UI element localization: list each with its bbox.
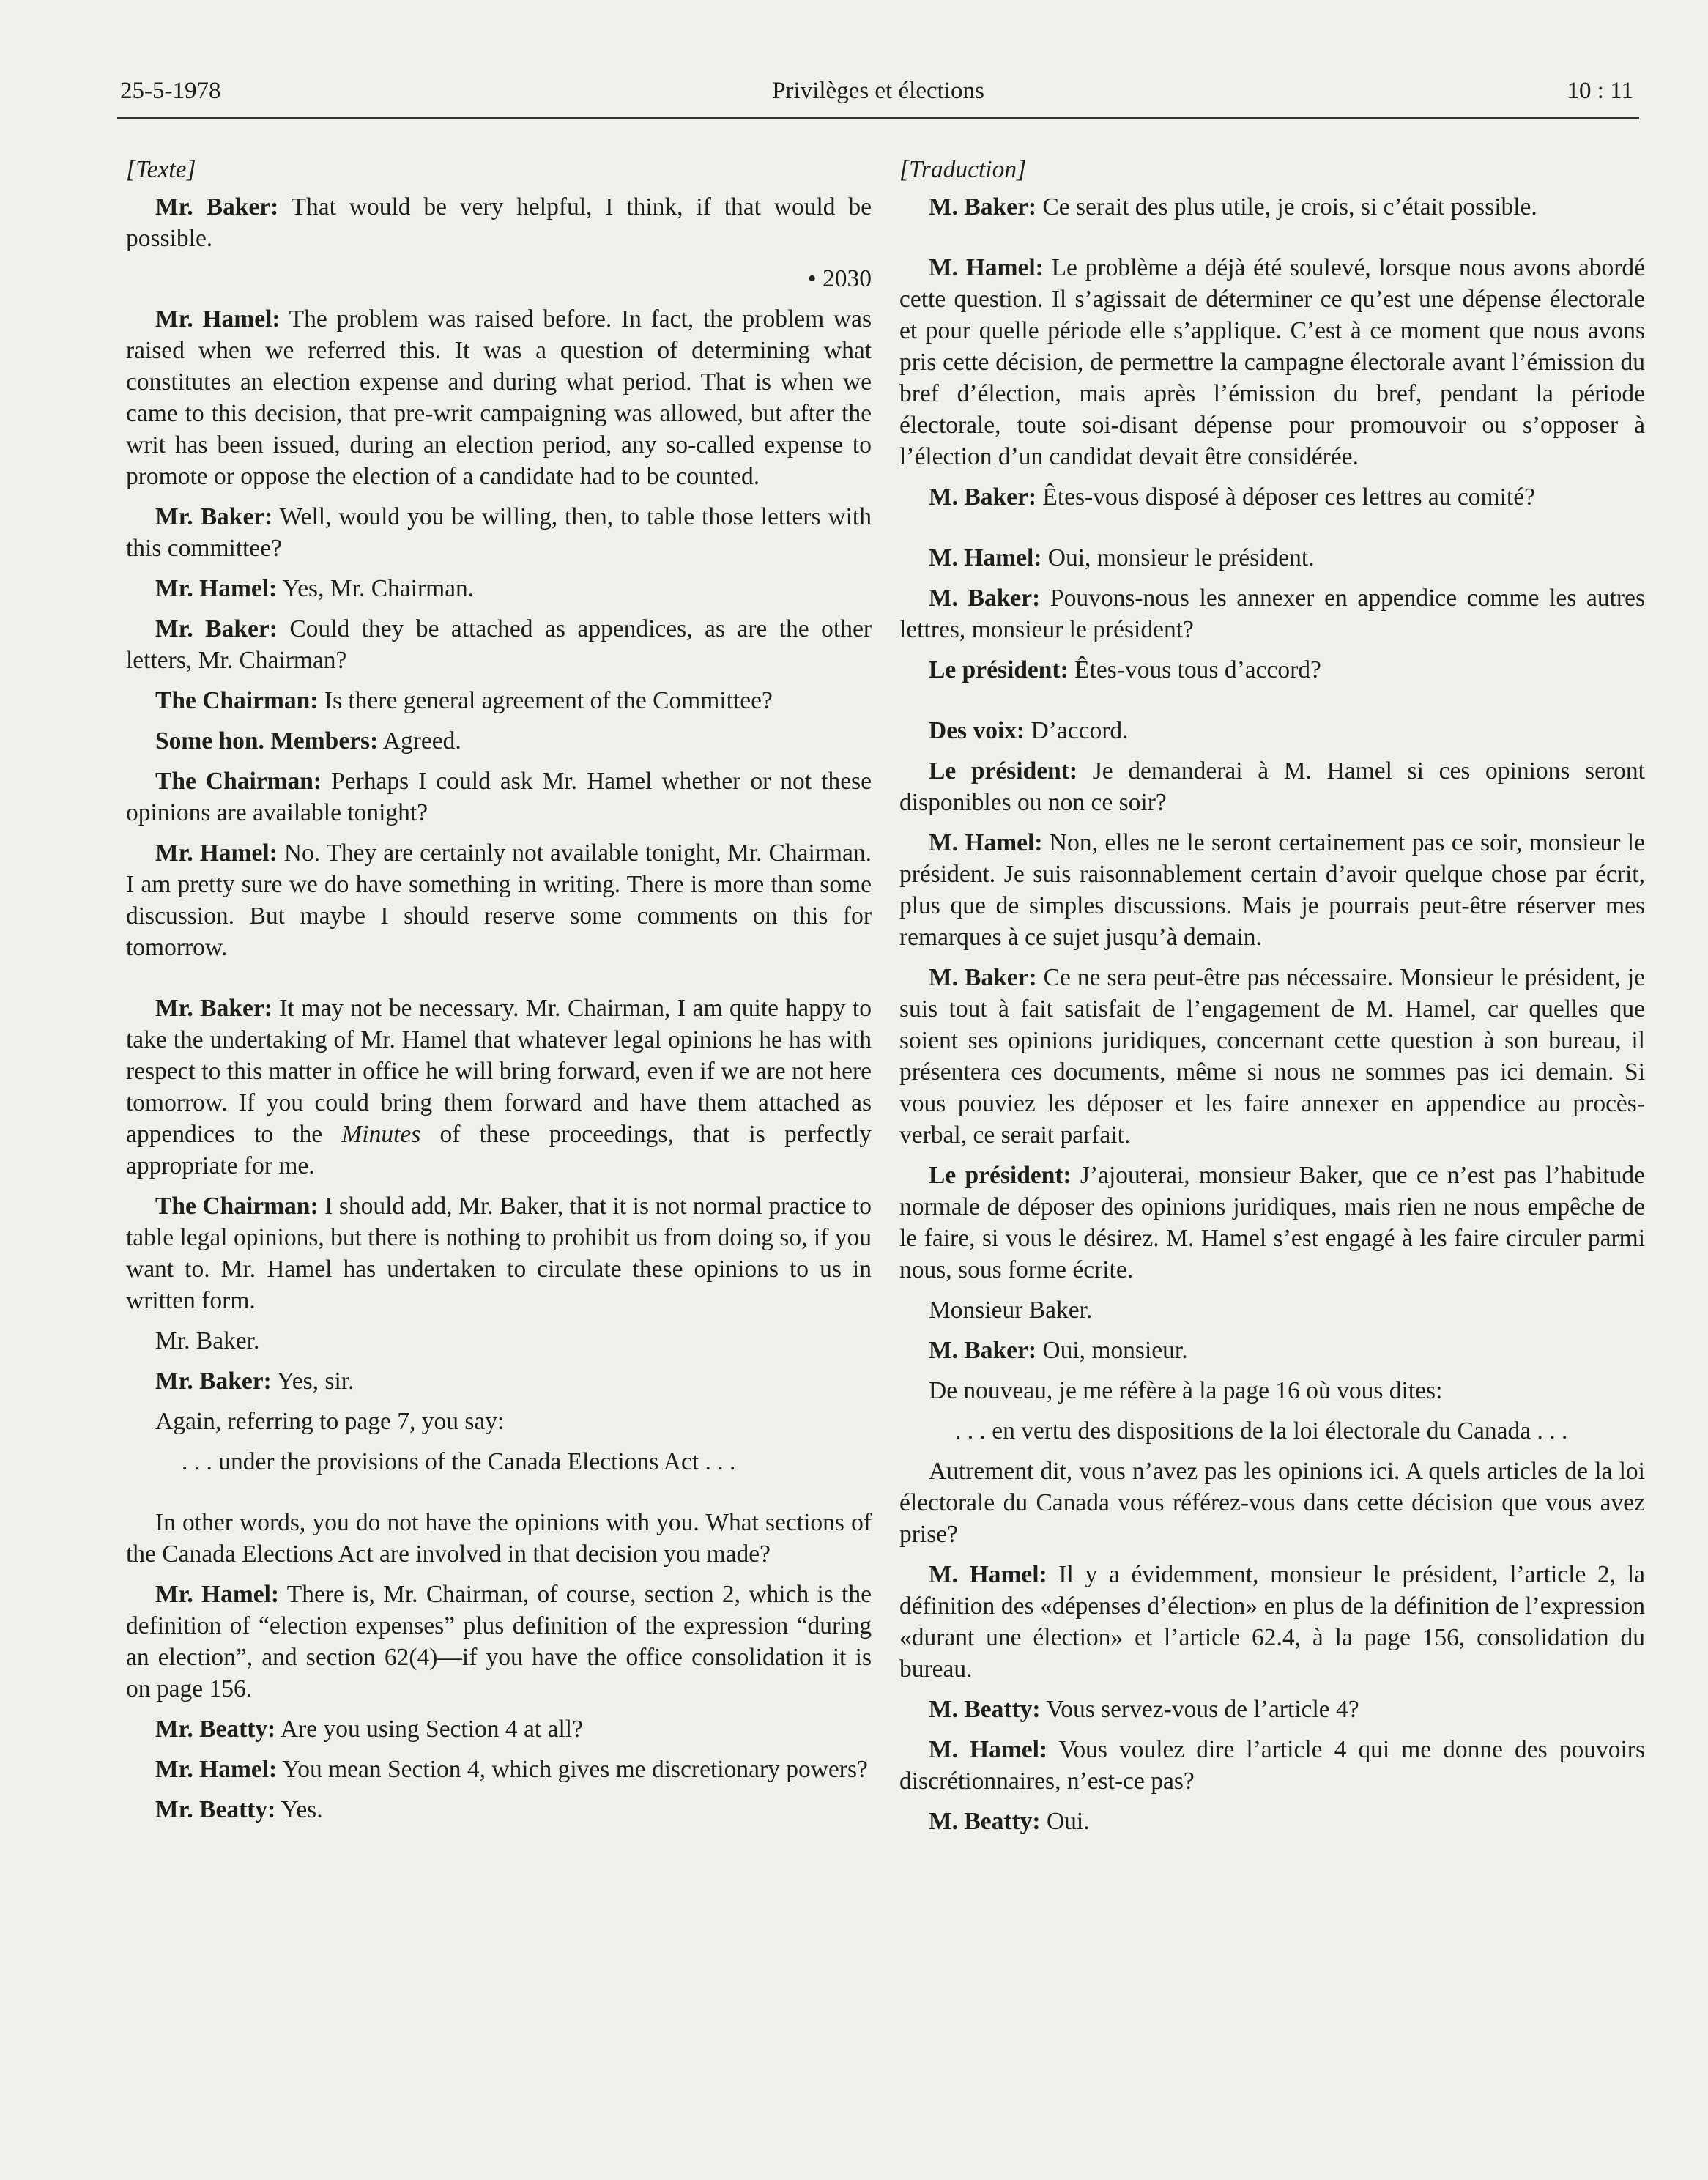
speaker: Mr. Baker:: [155, 615, 278, 642]
speech: Yes.: [275, 1796, 323, 1823]
paragraph: Autrement dit, vous n’avez pas les opinions ici. A quels articles de la loi électorale du Canada vous référez-vous dans cette décision que vous avez prise?: [899, 1458, 1645, 1548]
paragraph: [899, 1694, 1645, 1725]
paragraph: [899, 582, 1645, 645]
speaker: M. Baker:: [929, 585, 1041, 612]
speech: Agreed.: [378, 727, 461, 755]
speech: Yes, sir.: [271, 1368, 354, 1395]
paragraph: [899, 191, 1645, 223]
paragraph: [126, 1754, 872, 1785]
running-header: [117, 73, 1639, 119]
speaker: Mr. Baker:: [155, 503, 273, 530]
speaker: Mr. Baker:: [155, 995, 272, 1022]
block-quote: . . . under the provisions of the Canada Elections Act . . .: [182, 1448, 736, 1475]
speaker: The Chairman:: [155, 768, 322, 795]
speaker: Mr. Baker:: [155, 1368, 272, 1395]
speech: I should add, Mr. Baker, that it is not normal practice to table legal opinions, but there is nothing to prohibit us from doing so, if you want to. Mr. Hamel has undertaken to circulate these opinions to us in written form.: [126, 1193, 872, 1314]
time-marker: • 2030: [807, 265, 872, 292]
paragraph: [126, 765, 872, 828]
speaker: Mr. Hamel:: [155, 839, 278, 867]
paragraph: [126, 1713, 872, 1745]
speaker: M. Hamel:: [929, 829, 1043, 856]
speech: The problem was raised before. In fact, the problem was raised when we referred this. It was a question of determining what constitutes an election expense and during what period. That is when we came to this decision, that pre-writ campaigning was allowed, but after the writ has been issued, during an election period, any so-called expense to promote or oppose the election of a candidate had to be counted.: [126, 305, 872, 490]
speech: Je demanderai à M. Hamel si ces opinions seront disponibles ou non ce soir?: [899, 757, 1645, 816]
speech: Non, elles ne le seront certainement pas ce soir, monsieur le président. Je suis raisonnablement certain d’avoir quelque chose par écrit, plus que de simples discussions. Mais je pourrais peut-être réserver mes remarques à ce sujet jusqu’à demain.: [899, 829, 1645, 951]
speaker: Some hon. Members:: [155, 727, 379, 755]
speech: Ce serait des plus utile, je crois, si c’était possible.: [1036, 193, 1537, 220]
paragraph: Monsieur Baker.: [929, 1297, 1093, 1324]
speaker: M. Hamel:: [929, 544, 1042, 571]
paragraph: [899, 827, 1645, 953]
paragraph: Mr. Baker.: [155, 1327, 260, 1354]
paragraph: [899, 1734, 1645, 1797]
paragraph: [126, 191, 872, 254]
speaker: M. Baker:: [929, 1337, 1036, 1364]
block-quote: . . . en vertu des dispositions de la loi électorale du Canada . . .: [955, 1417, 1568, 1445]
paragraph: [126, 1365, 872, 1397]
speech: Le problème a déjà été soulevé, lorsque nous avons abordé cette question. Il s’agissait de déterminer ce qu’est une dépense électorale et pour quelle période elle s’applique. C’est à ce moment que nous avons pris cette décision, de permettre la campagne électorale avant l’émission du bref d’élection, mais après l’émission du bref, pendant la période électorale, toute soi-disant dépense pour promouvoir ou s’opposer à l’élection d’un candidat devait être considérée.: [899, 254, 1645, 470]
speech: Il y a évidemment, monsieur le président, l’article 2, la définition des «dépenses d’élection» en plus de la définition de l’expression «durant une élection» et l’article 62.4, à la page 156, consolidation du bureau.: [899, 1561, 1645, 1683]
paragraph: [126, 725, 872, 757]
english-column: [126, 154, 872, 1834]
paragraph: [126, 837, 872, 963]
header-title: Privilèges et élections: [772, 78, 984, 104]
language-tag: [Texte]: [126, 156, 196, 183]
minutes-emphasis: Minutes: [341, 1121, 421, 1148]
speech: Well, would you be willing, then, to table those letters with this committee?: [126, 503, 872, 562]
speaker: M. Baker:: [929, 483, 1036, 511]
paragraph: [899, 1335, 1645, 1366]
speaker: Le président:: [929, 1162, 1072, 1189]
speech: Ce ne sera peut-être pas nécessaire. Monsieur le président, je suis tout à fait satisfait de l’engagement de M. Hamel, car quelles que soient ses opinions juridiques, concernant cette question à son bureau, il présentera ces documents, même si nous ne sommes pas ici demain. Si vous pouviez les déposer et les faire annexer en appendice au procès-verbal, ce serait parfait.: [899, 964, 1645, 1149]
speaker: Mr. Baker:: [155, 193, 279, 220]
paragraph: De nouveau, je me réfère à la page 16 où vous dites:: [929, 1377, 1443, 1404]
speech: There is, Mr. Chairman, of course, section 2, which is the definition of “election expenses” plus definition of the expression “during an election”, and section 62(4)—if you have the office consolidation it is on page 156.: [126, 1581, 872, 1702]
speech: D’accord.: [1025, 717, 1129, 744]
speaker: Mr. Beatty:: [155, 1796, 276, 1823]
speech: of these proceedings, that is perfectly appropriate for me.: [126, 1121, 872, 1179]
speaker: M. Baker:: [929, 193, 1036, 220]
speaker: M. Hamel:: [929, 1561, 1047, 1588]
speech: Oui, monsieur le président.: [1041, 544, 1315, 571]
speech: It may not be necessary. Mr. Chairman, I am quite happy to take the undertaking of Mr. Hamel that whatever legal opinions he has with respect to this matter in office he will bring forward, even if we are not here tomorrow. If you could bring them forward and have them attached as appendices to the: [126, 995, 872, 1148]
paragraph: [899, 654, 1645, 686]
speaker: Le président:: [929, 656, 1069, 683]
paragraph: [899, 1806, 1645, 1837]
speech: Are you using Section 4 at all?: [275, 1716, 583, 1743]
paragraph: [126, 685, 872, 716]
paragraph: In other words, you do not have the opinions with you. What sections of the Canada Elections Act are involved in that decision you made?: [126, 1509, 872, 1568]
speaker: Mr. Beatty:: [155, 1716, 276, 1743]
header-date: 25-5-1978: [120, 78, 221, 104]
paragraph: [899, 542, 1645, 574]
speech: Oui, monsieur.: [1036, 1337, 1188, 1364]
paragraph: [126, 303, 872, 492]
speech: Perhaps I could ask Mr. Hamel whether or not these opinions are available tonight?: [126, 768, 872, 826]
speaker: Mr. Hamel:: [155, 305, 281, 333]
speaker: Mr. Hamel:: [155, 1756, 278, 1783]
speaker: M. Hamel:: [929, 1736, 1048, 1763]
speech: Yes, Mr. Chairman.: [277, 575, 475, 602]
speech: J’ajouterai, monsieur Baker, que ce n’est pas l’habitude normale de déposer des opinions juridiques, mais rien ne nous empêche de le faire, si vous le désirez. M. Hamel s’est engagé à les faire circuler parmi nous, sous forme écrite.: [899, 1162, 1645, 1283]
paragraph: [899, 252, 1645, 472]
speaker: Mr. Hamel:: [155, 1581, 280, 1608]
paragraph: [126, 993, 872, 1182]
speaker: The Chairman:: [155, 687, 319, 714]
speech: Vous servez-vous de l’article 4?: [1040, 1696, 1359, 1723]
paragraph: [899, 715, 1645, 746]
paragraph: [126, 1579, 872, 1705]
paragraph: [126, 573, 872, 604]
speaker: Mr. Hamel:: [155, 575, 278, 602]
speaker: Le président:: [929, 757, 1078, 785]
paragraph: [126, 1190, 872, 1316]
speech: Could they be attached as appendices, as are the other letters, Mr. Chairman?: [126, 615, 872, 674]
speech: Vous voulez dire l’article 4 qui me donne des pouvoirs discrétionnaires, n’est-ce pas?: [899, 1736, 1645, 1795]
speech: No. They are certainly not available tonight, Mr. Chairman. I am pretty sure we do have something in writing. There is more than some discussion. But maybe I should reserve some comments on this for tomorrow.: [126, 839, 872, 961]
speaker: M. Hamel:: [929, 254, 1044, 281]
speech: Oui.: [1040, 1808, 1090, 1835]
paragraph: [899, 1559, 1645, 1685]
speaker: M. Baker:: [929, 964, 1037, 991]
paragraph: [126, 501, 872, 564]
paragraph: Again, referring to page 7, you say:: [155, 1408, 505, 1435]
paragraph: [126, 613, 872, 676]
speech: Is there general agreement of the Committee?: [318, 687, 773, 714]
speaker: M. Beatty:: [929, 1696, 1041, 1723]
speaker: Des voix:: [929, 717, 1025, 744]
paragraph: [126, 1794, 872, 1825]
paragraph: [899, 755, 1645, 818]
paragraph: [899, 962, 1645, 1151]
speech: Êtes-vous tous d’accord?: [1068, 656, 1321, 683]
paragraph: [899, 1160, 1645, 1286]
paragraph: [899, 481, 1645, 513]
speech: That would be very helpful, I think, if that would be possible.: [126, 193, 872, 252]
language-tag: [Traduction]: [899, 156, 1027, 183]
speaker: The Chairman:: [155, 1193, 319, 1220]
speech: Êtes-vous disposé à déposer ces lettres au comité?: [1036, 483, 1535, 511]
speech: You mean Section 4, which gives me discretionary powers?: [277, 1756, 868, 1783]
header-page-number: 10 : 11: [1567, 78, 1633, 104]
speech: Pouvons-nous les annexer en appendice comme les autres lettres, monsieur le président?: [899, 585, 1645, 643]
french-column: [899, 154, 1645, 1846]
speaker: M. Beatty:: [929, 1808, 1041, 1835]
